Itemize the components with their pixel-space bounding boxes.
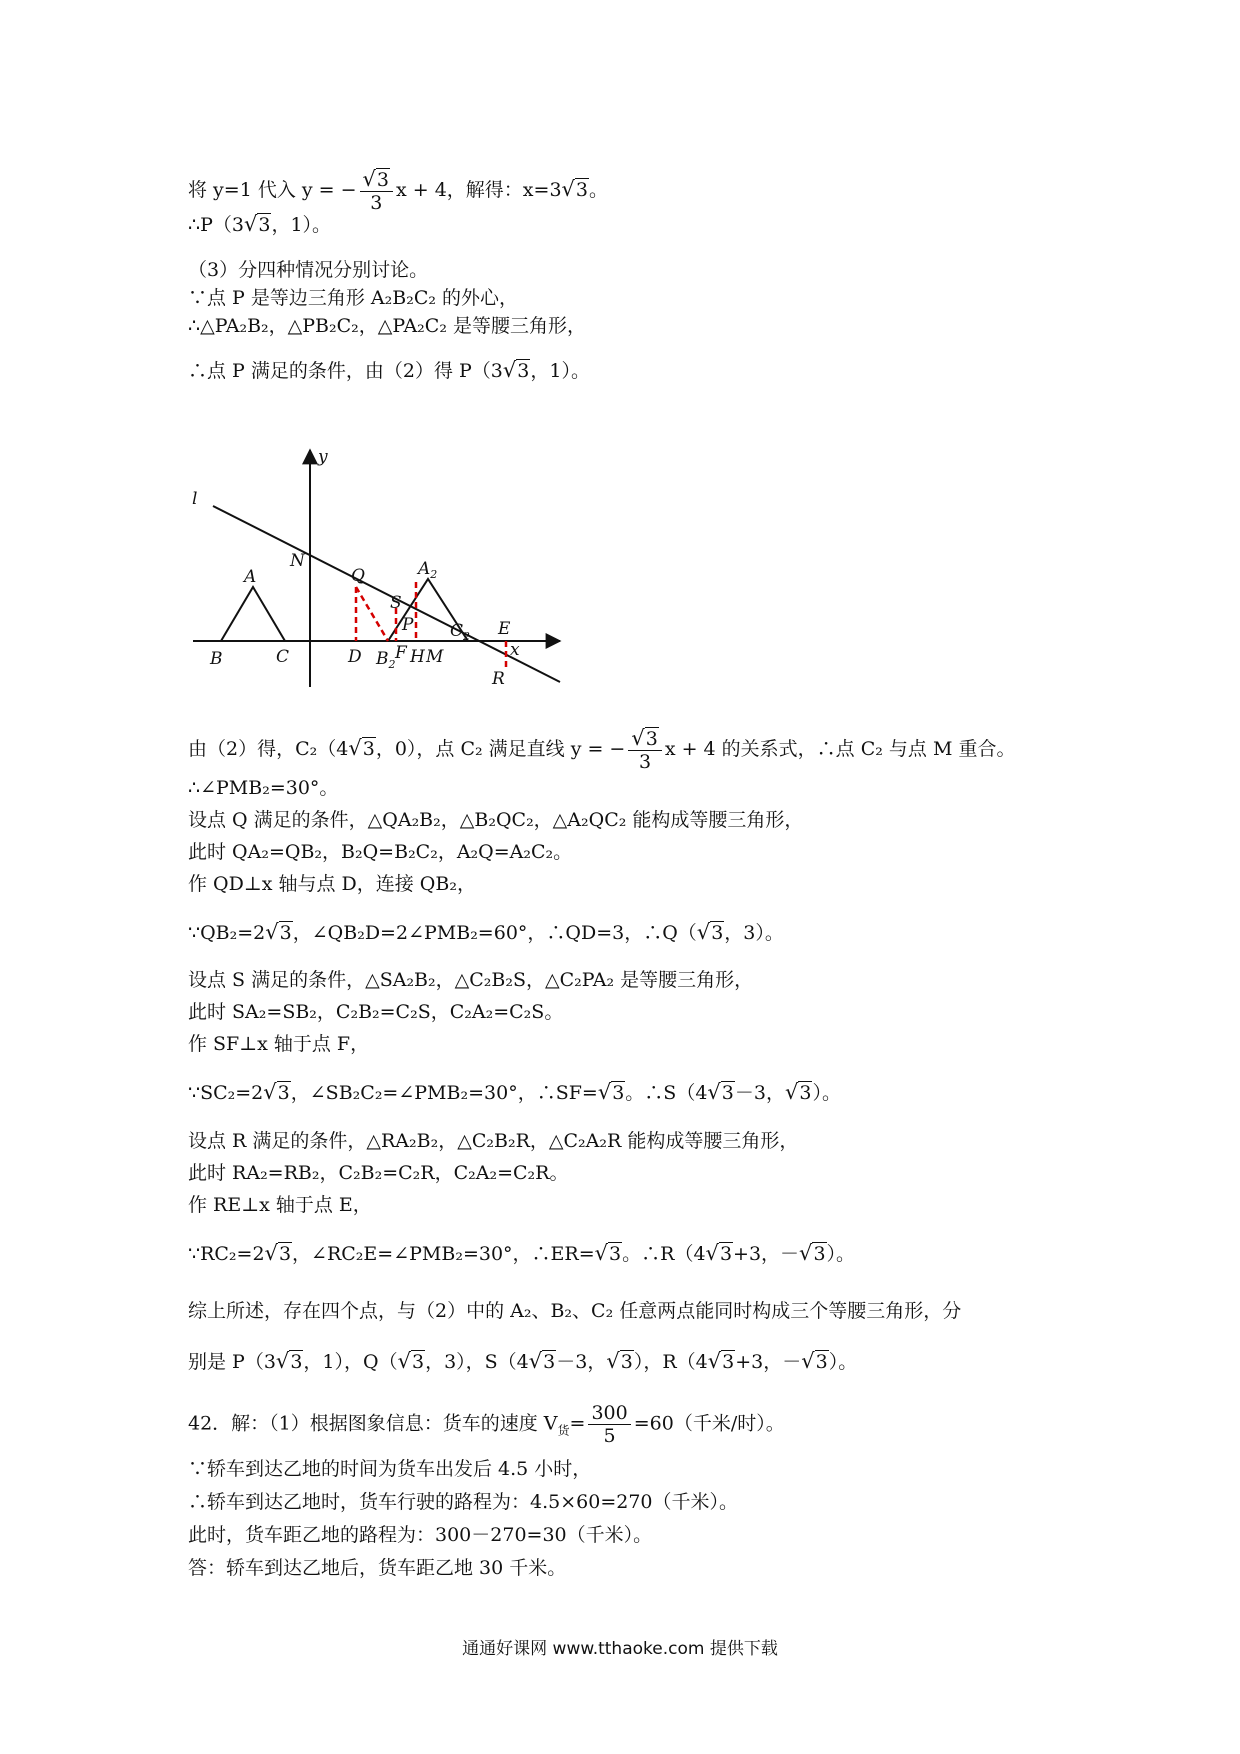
segment-qb2: [356, 587, 388, 641]
text-line-22: 别是 P（3√3，1），Q（√3，3），S（4√3－3，√3），R（4√3+3，－√3）。: [188, 1349, 858, 1373]
text-line-6: ∴点 P 满足的条件，由（2）得 P（3√3，1）。: [188, 358, 590, 382]
page-footer: 通通好课网 www.tthaoke.com 提供下载: [462, 1639, 778, 1659]
label-b: B: [210, 649, 223, 669]
text-line-7: 由（2）得，C₂（4√3，0），点 C₂ 满足直线 y = − $\frac{√3}{3}$ x + 4 的关系式，∴点 C₂ 与点 M 重合。: [188, 726, 1016, 773]
geometry-figure: [188, 442, 568, 692]
sqrt: √3: [243, 212, 271, 236]
text-line-21: 综上所述，存在四个点，与（2）中的 A₂、B₂、C₂ 任意两点能同时构成三个等腰三角形，分: [188, 1300, 962, 1322]
text-line-17: 设点 R 满足的条件，△RA₂B₂，△C₂B₂R，△C₂A₂R 能构成等腰三角形，: [188, 1130, 799, 1152]
label-m: M: [426, 647, 444, 667]
label-f: F: [395, 643, 407, 663]
sqrt: √3: [561, 177, 589, 201]
text-line-8: ∴∠PMB₂=30°。: [188, 777, 339, 799]
label-h: H: [410, 647, 425, 667]
text-line-25: ∴轿车到达乙地时，货车行驶的路程为：4.5×60=270（千米）。: [188, 1491, 738, 1513]
text-line-1: 将 y=1 代入 y = − $\frac{√3}{3}$ x + 4，解得：x=3√3。: [188, 167, 609, 214]
text: 将 y=1 代入 y = −: [188, 179, 357, 201]
fraction: $\frac{√3}{3}$: [360, 168, 393, 214]
label-x: x: [510, 640, 520, 660]
label-a2: $A_2$: [418, 559, 438, 581]
label-y: y: [318, 447, 328, 467]
text-line-23: 42．解：（1）根据图象信息：货车的速度 $V_货=$ $\frac{300}{5}$ =60（千米/时）。: [188, 1402, 785, 1447]
text-line-10: 此时 QA₂=QB₂，B₂Q=B₂C₂，A₂Q=A₂C₂。: [188, 841, 573, 863]
text-line-26: 此时，货车距乙地的路程为：300－270=30（千米）。: [188, 1524, 653, 1546]
label-l: l: [192, 489, 198, 509]
label-q: Q: [351, 566, 365, 586]
text-line-9: 设点 Q 满足的条件，△QA₂B₂，△B₂QC₂，△A₂QC₂ 能构成等腰三角形，: [188, 809, 804, 831]
text-line-3: （3）分四种情况分别讨论。: [188, 259, 429, 281]
text: x + 4，解得：x=3: [396, 179, 562, 201]
text-line-5: ∴△PA₂B₂，△PB₂C₂，△PA₂C₂ 是等腰三角形，: [188, 315, 586, 337]
sqrt: √3: [362, 167, 389, 191]
text-line-4: ∵点 P 是等边三角形 A₂B₂C₂ 的外心，: [188, 287, 519, 309]
fraction: $\frac{300}{5}$: [588, 1402, 630, 1447]
label-d: D: [348, 647, 362, 667]
text-line-19: 作 RE⊥x 轴于点 E，: [188, 1194, 372, 1216]
triangle-abc: [221, 587, 285, 641]
label-e: E: [498, 619, 511, 639]
label-c: C: [276, 647, 290, 667]
text-line-16: ∵SC₂=2√3，∠SB₂C₂=∠PMB₂=30°，∴SF=√3。∴S（4√3－3，√3）。: [188, 1080, 841, 1104]
label-c2: $C_2$: [450, 621, 471, 643]
text-line-13: 设点 S 满足的条件，△SA₂B₂，△C₂B₂S，△C₂PA₂ 是等腰三角形，: [188, 969, 754, 991]
text-line-2: ∴P（3√3，1）。: [188, 212, 332, 236]
text-line-24: ∵轿车到达乙地的时间为货车出发后 4.5 小时，: [188, 1458, 592, 1480]
label-n: N: [290, 551, 305, 571]
text-line-18: 此时 RA₂=RB₂，C₂B₂=C₂R，C₂A₂=C₂R。: [188, 1162, 569, 1184]
label-r: R: [492, 669, 505, 689]
label-s: S: [390, 593, 402, 613]
label-p: P: [402, 615, 414, 635]
sqrt: √3: [348, 736, 375, 760]
text-line-27: 答：轿车到达乙地后，货车距乙地 30 千米。: [188, 1557, 567, 1579]
text-line-12: ∵QB₂=2√3，∠QB₂D=2∠PMB₂=60°，∴QD=3，∴Q（√3，3）。: [188, 920, 784, 944]
sqrt: √3: [502, 358, 530, 382]
text-line-14: 此时 SA₂=SB₂，C₂B₂=C₂S，C₂A₂=C₂S。: [188, 1001, 564, 1023]
text-line-20: ∵RC₂=2√3，∠RC₂E=∠PMB₂=30°，∴ER=√3。∴R（4√3+3，－√3）。: [188, 1241, 856, 1265]
fraction: $\frac{√3}{3}$: [628, 727, 661, 773]
label-a: A: [244, 567, 257, 587]
text-line-11: 作 QD⊥x 轴与点 D，连接 QB₂，: [188, 873, 476, 895]
text-line-15: 作 SF⊥x 轴于点 F，: [188, 1033, 370, 1055]
label-b2: $B_2$: [376, 649, 396, 671]
